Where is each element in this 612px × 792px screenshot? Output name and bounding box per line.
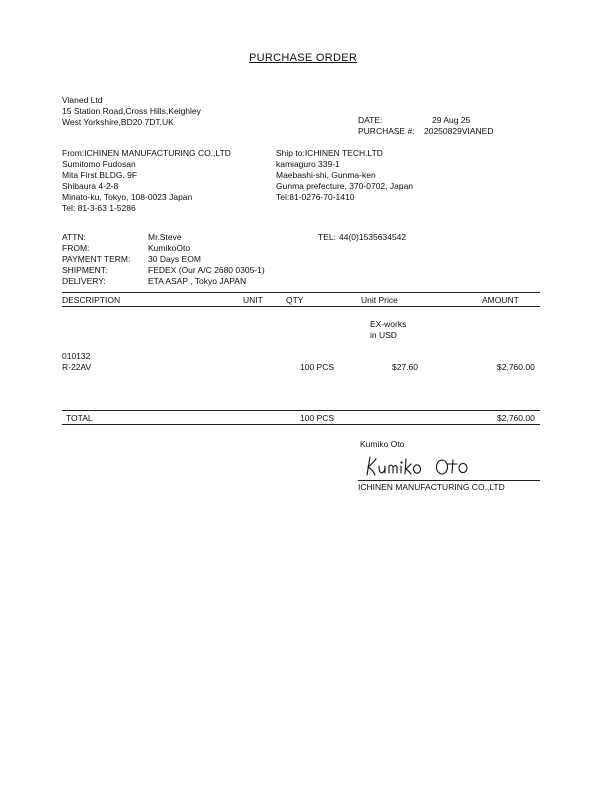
date-label: DATE: <box>358 115 383 125</box>
buyer-address-line2: West Yorkshire,BD20 7DT,UK <box>62 117 174 127</box>
buyer-address-line1: 15 Station Road,Cross Hills,Keighley <box>62 106 201 116</box>
ship-to-company: Ship to:ICHINEN TECH.LTD <box>276 148 383 158</box>
from-address-line3: Mita First BLDG. 9F <box>62 170 138 180</box>
total-amount: $2,760.00 <box>497 413 535 423</box>
ship-to-address-line2: kamiaguro 339-1 <box>276 159 340 169</box>
from-address-line4: Shibaura 4-2-8 <box>62 181 119 191</box>
attn-label: ATTN: <box>62 232 86 242</box>
item-description: R-22AV <box>62 362 92 372</box>
attn-value: Mr.Steve <box>148 232 182 242</box>
payment-term-label: PAYMENT TERM: <box>62 254 131 264</box>
col-header-amount: AMOUNT <box>482 295 519 305</box>
delivery-label: DELIVERY: <box>62 276 106 286</box>
from-address-line5: Minato-ku, Tokyo, 108-0023 Japan <box>62 192 193 202</box>
price-note-line1: EX-works <box>370 319 407 329</box>
total-qty: 100 PCS <box>300 413 335 423</box>
buyer-name: Vianed Ltd <box>62 95 103 105</box>
delivery-value: ETA ASAP , Tokyo JAPAN <box>148 276 247 286</box>
col-header-unit-price: Unit Price <box>361 295 398 305</box>
signer-name: Kumiko Oto <box>360 439 405 449</box>
from-company: From:ICHINEN MANUFACTURING CO.,LTD <box>62 148 231 158</box>
shipment-value: FEDEX (Our A/C 2680 0305-1) <box>148 265 265 275</box>
from-address-line2: Sumitomo Fudosan <box>62 159 136 169</box>
total-rule-top <box>62 410 540 411</box>
col-header-unit: UNIT <box>243 295 263 305</box>
page-title: PURCHASE ORDER <box>249 52 358 64</box>
col-header-qty: QTY <box>286 295 304 305</box>
from-label: FROM: <box>62 243 90 253</box>
shipment-label: SHIPMENT: <box>62 265 108 275</box>
date-value: 29 Aug 25 <box>432 115 471 125</box>
po-number-label: PURCHASE #: <box>358 126 415 136</box>
ship-to-address-line3: Maebashi-shi, Gunma-ken <box>276 170 376 180</box>
ship-to-tel: Tel:81-0276-70-1410 <box>276 192 355 202</box>
po-number-value: 20250829VIANED <box>424 126 494 136</box>
item-amount: $2,760.00 <box>497 362 535 372</box>
col-header-description: DESCRIPTION <box>62 295 121 305</box>
price-note-line2: in USD <box>370 330 397 340</box>
handwritten-signature <box>362 451 502 481</box>
from-value: KumikoOto <box>148 243 191 253</box>
total-rule-bottom <box>62 424 540 425</box>
ship-to-address-line4: Gunma prefecture, 370-0702, Japan <box>276 181 414 191</box>
from-tel: Tel: 81-3-63 1-5286 <box>62 203 136 213</box>
total-label: TOTAL <box>66 413 93 423</box>
tel-value: 44(0)1535634542 <box>339 232 407 242</box>
tel-label: TEL: <box>318 232 336 242</box>
signature-company: ICHINEN MANUFACTURING CO.,LTD <box>358 482 505 492</box>
item-qty: 100 PCS <box>300 362 335 372</box>
item-code: 010132 <box>62 351 91 361</box>
payment-term-value: 30 Days EOM <box>148 254 201 264</box>
item-unit-price: $27.60 <box>392 362 418 372</box>
signature-rule <box>358 480 540 481</box>
table-header-rule-top <box>62 292 540 293</box>
table-header-rule-bottom <box>62 306 540 307</box>
